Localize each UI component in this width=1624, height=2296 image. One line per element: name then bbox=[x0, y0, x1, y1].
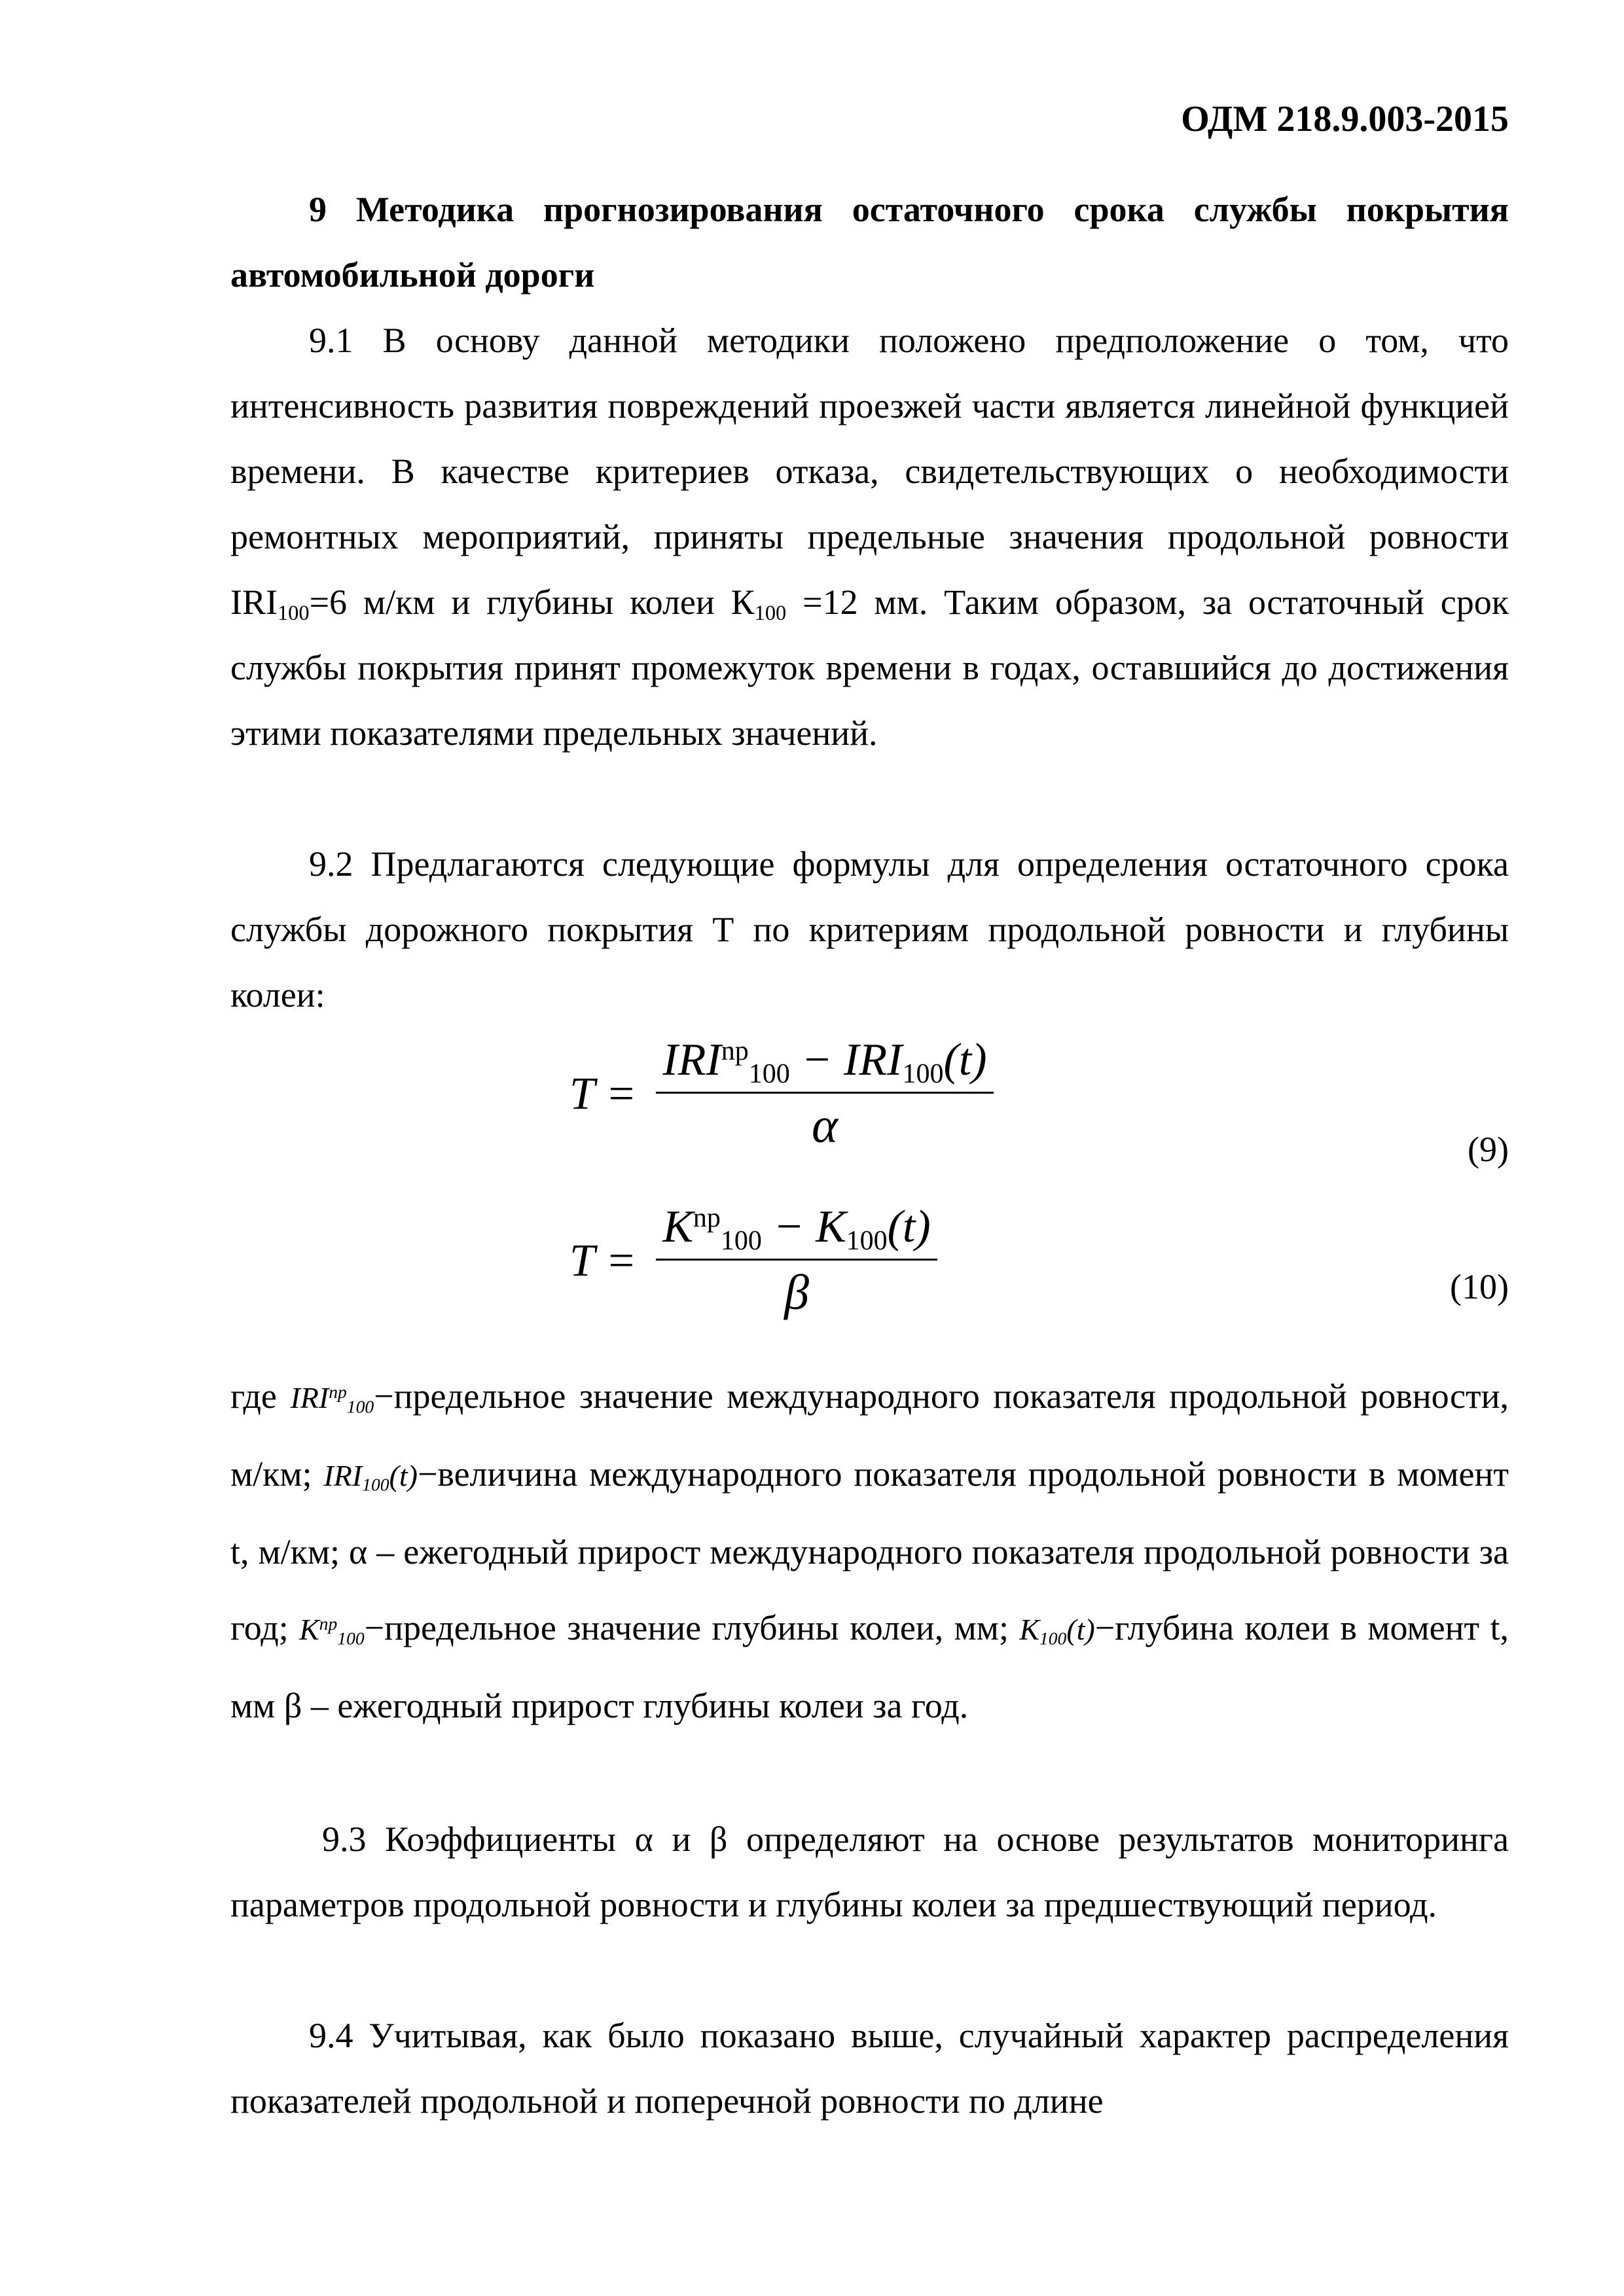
formula-9-term-a: IRI bbox=[662, 1035, 721, 1085]
formula-10 bbox=[569, 1201, 937, 1321]
paragraph-9-1-part-a: 9.1 В основу данной методики положено предположение о том, что интенсивность развития повреждений проезжей части является линейной функцией времени. В качестве критериев отказа, свидетельствующих о необходимости ремонтных мероприятий, приняты предельные значения продольной ровности IRI bbox=[230, 321, 1509, 622]
where-math-2-sub: 100 bbox=[362, 1474, 389, 1495]
paragraph-9-1-sub-a: 100 bbox=[277, 601, 310, 626]
formula-9-denominator: α bbox=[812, 1098, 838, 1153]
where-text-1: −предельное значение международного показателя продольной ровности, м/км; bbox=[230, 1376, 1509, 1494]
paragraph-where bbox=[230, 1358, 1509, 1744]
formula-9-fraction bbox=[656, 1034, 993, 1155]
where-math-1-sup: np bbox=[329, 1381, 347, 1402]
where-math-4-sub: 100 bbox=[1039, 1628, 1067, 1649]
where-math-2-arg: (t) bbox=[389, 1459, 418, 1492]
section-heading: 9 Методика прогнозирования остаточного срока службы покрытия автомобильной дороги bbox=[230, 190, 1509, 295]
formula-10-numerator bbox=[656, 1201, 937, 1261]
formula-10-minus: − bbox=[761, 1202, 816, 1252]
formula-10-fraction bbox=[656, 1201, 937, 1321]
formula-10-denominator: β bbox=[784, 1265, 809, 1320]
formula-9-term-b-arg: (t) bbox=[943, 1035, 987, 1085]
formula-9-term-a-sup: np bbox=[721, 1035, 749, 1066]
where-math-4-arg: (t) bbox=[1066, 1613, 1095, 1646]
where-math-3 bbox=[299, 1613, 365, 1649]
paragraph-9-2: 9.2 Предлагаются следующие формулы для определения остаточного срока службы дорожного покрытия Т по критериям продольной ровности и глубины колеи: bbox=[230, 844, 1509, 1014]
where-math-1-base: IRI bbox=[290, 1381, 329, 1414]
formula-9-minus: − bbox=[789, 1035, 844, 1085]
where-math-3-sup: np bbox=[319, 1613, 338, 1634]
formula-10-term-a: К bbox=[662, 1202, 693, 1252]
where-math-4 bbox=[1019, 1613, 1095, 1649]
where-math-2-base: IRI bbox=[323, 1459, 363, 1492]
formula-9-term-a-sub: 100 bbox=[748, 1058, 790, 1089]
where-math-1-sub: 100 bbox=[346, 1396, 374, 1417]
formula-9-term-b: IRI bbox=[844, 1035, 903, 1085]
where-math-4-base: К bbox=[1019, 1613, 1039, 1646]
formula-9-number: (9) bbox=[1468, 1130, 1509, 1169]
formula-10-term-b: К bbox=[816, 1202, 846, 1252]
paragraph-9-1 bbox=[230, 308, 1509, 766]
formula-9-lhs: T = bbox=[569, 1069, 637, 1119]
paragraph-9-4: 9.4 Учитывая, как было показано выше, случайный характер распределения показателей продольной и поперечной ровности по длине bbox=[230, 2016, 1509, 2121]
where-math-1 bbox=[290, 1381, 374, 1417]
where-math-2 bbox=[323, 1459, 418, 1495]
where-text-2: −величина международного показателя продольной ровности в момент t, м/км; α – ежегодный прирост международного показателя продольной ровности за год; bbox=[230, 1454, 1509, 1647]
formula-10-lhs: T = bbox=[569, 1236, 637, 1286]
formula-9 bbox=[569, 1034, 994, 1155]
formula-9-numerator bbox=[656, 1034, 993, 1094]
paragraph-9-1-sub-b: 100 bbox=[754, 601, 787, 626]
paragraph-9-1-part-b: =6 м/км и глубины колеи К bbox=[309, 583, 755, 622]
paragraph-9-1-part-c: =12 мм. Таким образом, за остаточный срок службы покрытия принят промежуток времени в годах, оставшийся до достижения этими показателями предельных значений. bbox=[230, 583, 1509, 753]
formula-10-term-b-arg: (t) bbox=[887, 1202, 931, 1252]
paragraph-9-3: 9.3 Коэффициенты α и β определяют на основе результатов мониторинга параметров продольной ровности и глубины колеи за предшествующий период. bbox=[230, 1820, 1509, 1924]
formula-10-term-b-sub: 100 bbox=[846, 1225, 888, 1256]
formula-10-term-a-sub: 100 bbox=[720, 1225, 762, 1256]
where-text-3: −предельное значение глубины колеи, мм; bbox=[364, 1608, 1020, 1647]
formula-9-term-b-sub: 100 bbox=[902, 1058, 944, 1089]
document-code: ОДМ 218.9.003-2015 bbox=[1181, 99, 1509, 139]
where-intro: где bbox=[230, 1376, 291, 1416]
formula-10-term-a-sup: np bbox=[693, 1202, 721, 1233]
where-math-3-sub: 100 bbox=[337, 1628, 365, 1649]
where-text-4: −глубина колеи в момент t, мм β – ежегодный прирост глубины колеи за год. bbox=[230, 1608, 1509, 1725]
formula-10-number: (10) bbox=[1450, 1267, 1509, 1306]
where-math-3-base: К bbox=[299, 1613, 319, 1646]
